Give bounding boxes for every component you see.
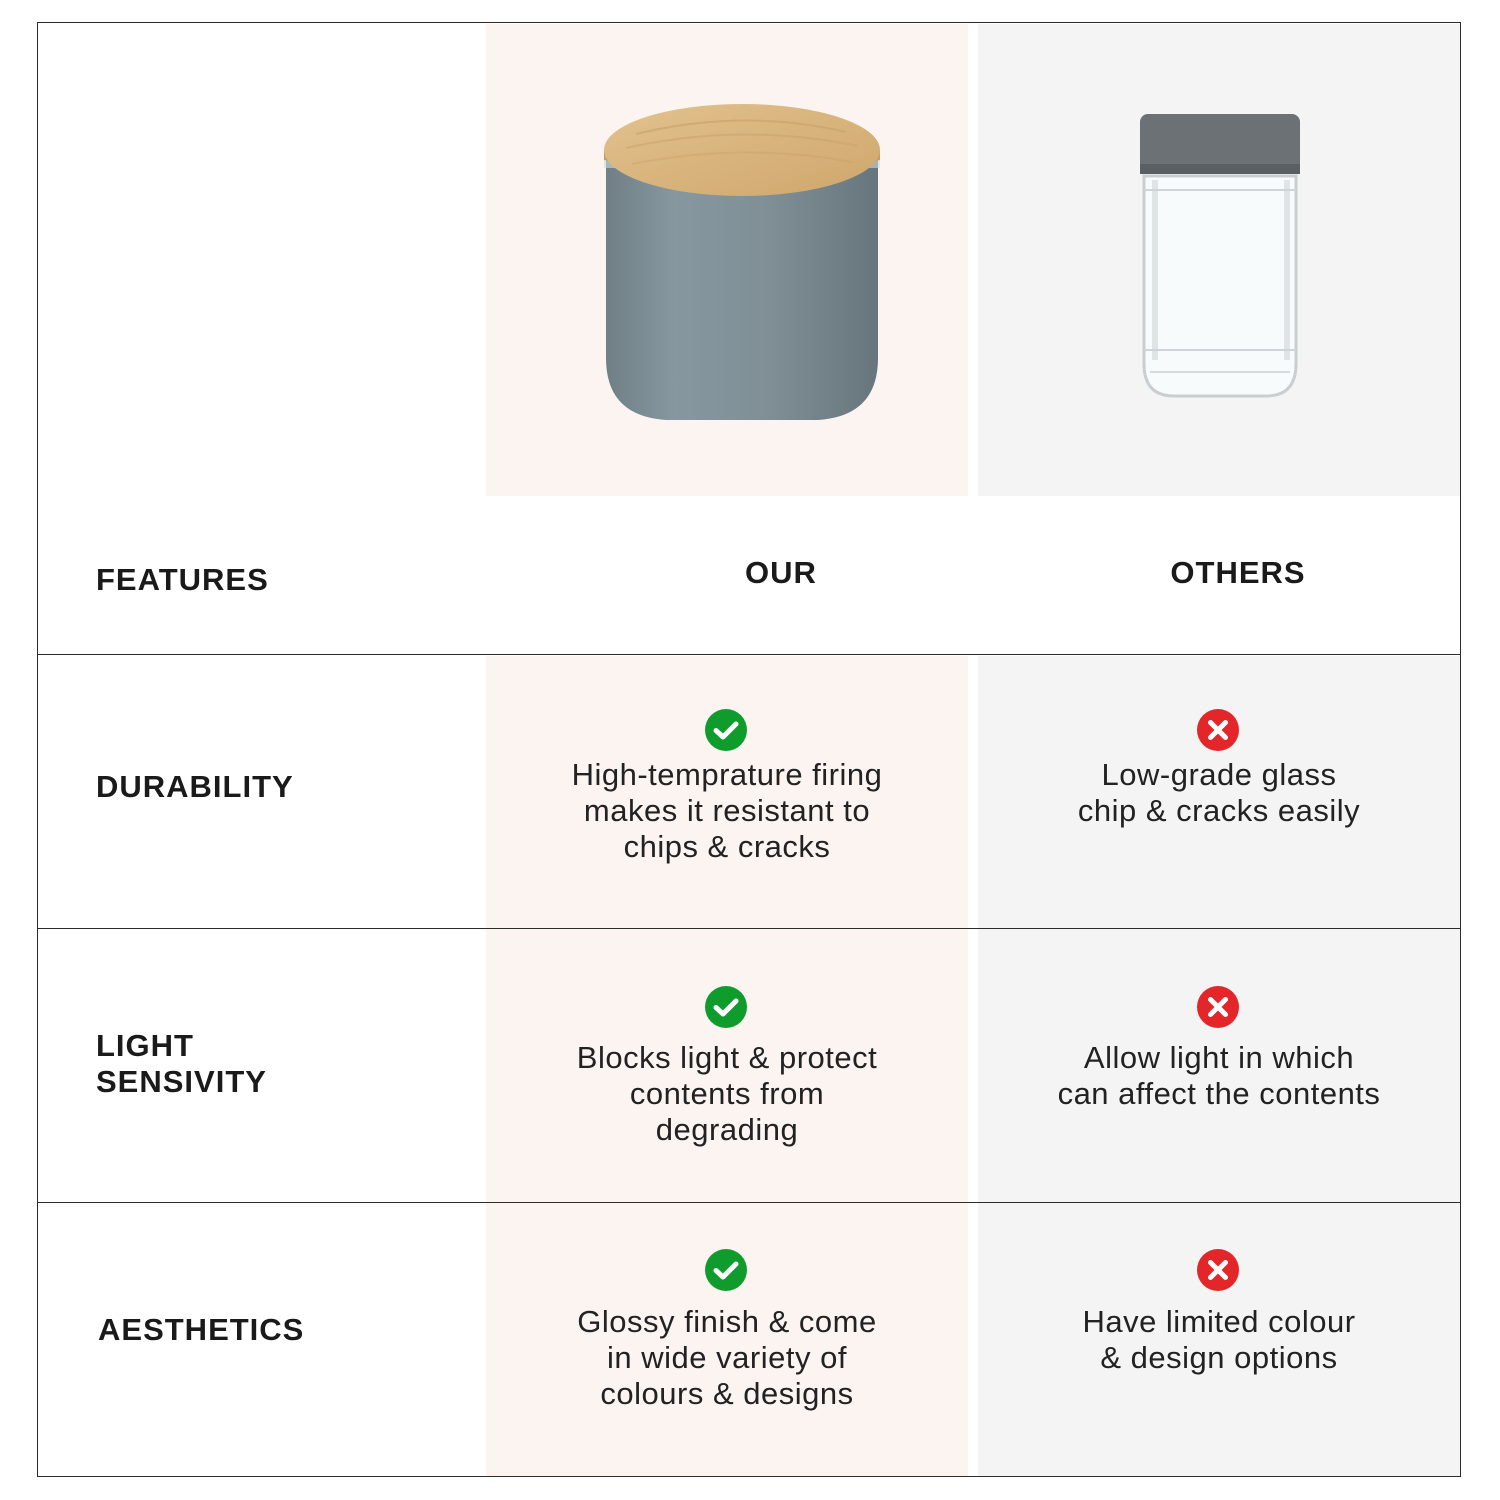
cell-text: Blocks light & protect contents from degrading [576,1040,878,1147]
others-aesthetics-text [978,1304,1460,1376]
features-column-heading: FEATURES [96,562,269,597]
cross-icon [1197,709,1239,751]
ceramic-jar-image [596,98,888,428]
others-light-sensivity-text [978,1040,1460,1112]
our-durability-text [486,757,968,865]
cross-icon [1197,1249,1239,1291]
our-column-heading: OUR [745,555,817,590]
cell-text: Allow light in which can affect the contents [1057,1040,1381,1111]
row-divider [37,928,1461,929]
feature-label-aesthetics: AESTHETICS [98,1312,305,1347]
check-icon [705,709,747,751]
others-durability-text [978,757,1460,829]
cell-text: Have limited colour & design options [1082,1304,1356,1375]
row-divider [37,654,1461,655]
feature-label-durability: DURABILITY [96,769,294,804]
cell-text: Glossy finish & come in wide variety of colours & designs [577,1304,877,1411]
cross-icon [1197,986,1239,1028]
our-aesthetics-text [486,1304,968,1412]
glass-jar-image [1138,114,1302,398]
check-icon [705,986,747,1028]
cell-text: High-temprature firing makes it resistant to chips & cracks [571,757,883,864]
others-column-heading: OTHERS [1170,555,1306,590]
our-light-sensivity-text [486,1040,968,1148]
row-divider [37,1202,1461,1203]
cell-text: Low-grade glass chip & cracks easily [1077,757,1361,828]
check-icon [705,1249,747,1291]
feature-label-light-sensivity: LIGHT SENSIVITY [96,1028,267,1099]
